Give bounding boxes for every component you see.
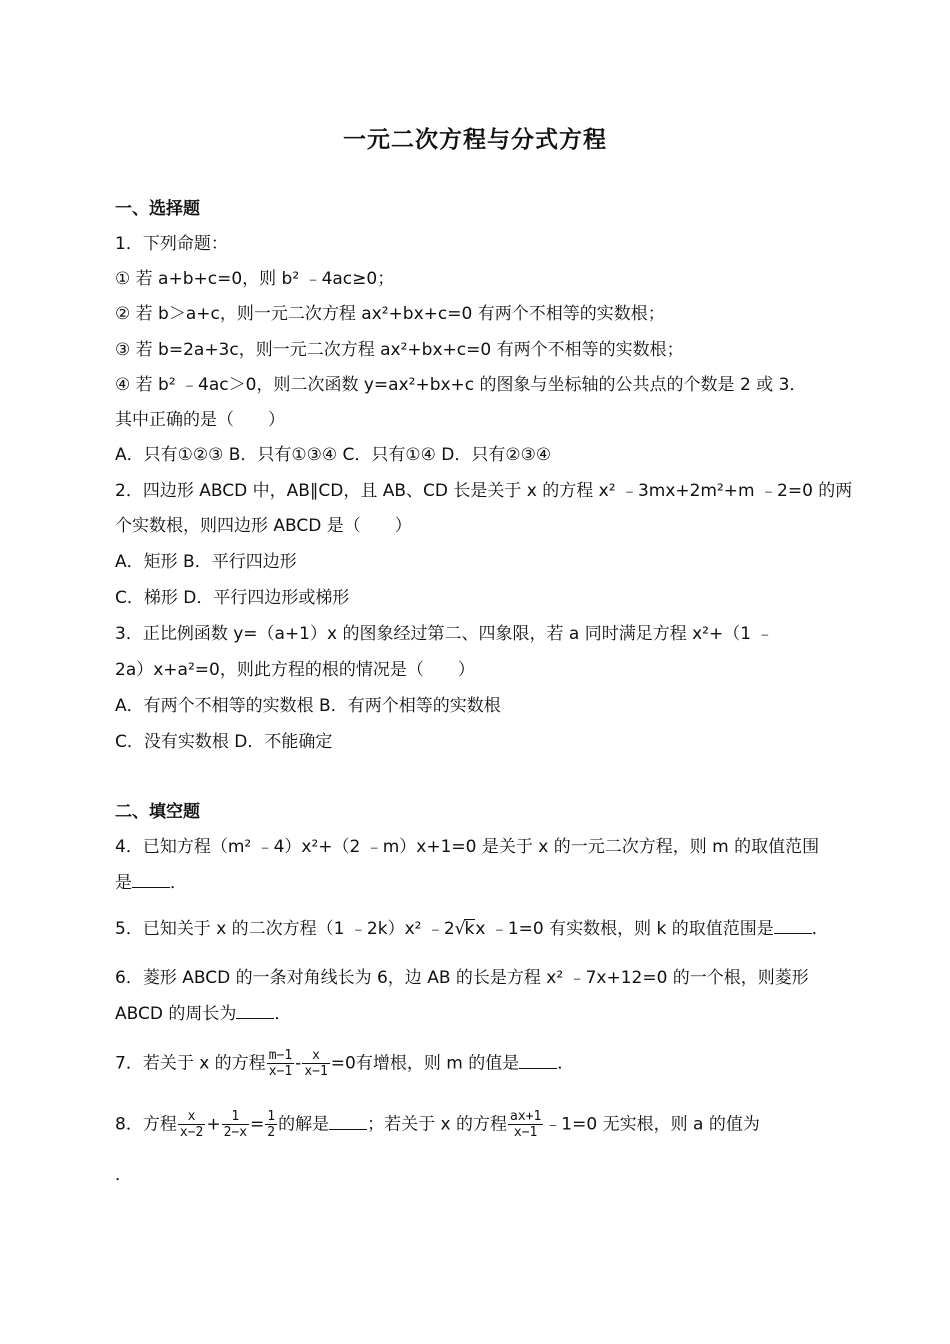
- fraction-denominator: x−1: [268, 1064, 293, 1079]
- answer-blank: [236, 1003, 274, 1019]
- fraction-denominator: x−1: [513, 1125, 538, 1140]
- fraction: [265, 1109, 277, 1140]
- fraction-numerator: x: [178, 1109, 205, 1125]
- q6-line-1: 6．菱形 ABCD 的一条对角线长为 6，边 AB 的长是方程 x² ﹣7x+12=0 的一个根，则菱形: [115, 968, 809, 988]
- q4-line-1: 4．已知方程（m² ﹣4）x²+（2 ﹣m）x+1=0 是关于 x 的一元二次方程，则 m 的取值范围: [115, 837, 820, 857]
- fraction-numerator: m−1: [268, 1048, 293, 1063]
- q7-text-a: 7．若关于 x 的方程: [115, 1053, 266, 1074]
- q8-text-b: 的解是: [278, 1114, 330, 1135]
- q8-text-a: 8．方程: [115, 1114, 177, 1135]
- section-heading-fill: 二、填空题: [115, 802, 200, 822]
- q6-period: ．: [274, 1004, 292, 1024]
- q8-text-c: ；若关于 x 的方程: [367, 1114, 507, 1135]
- q2-line-2: 个实数根，则四边形 ABCD 是（ ）: [115, 516, 412, 536]
- page-title: 一元二次方程与分式方程: [343, 127, 607, 153]
- q7-line: [115, 1048, 840, 1079]
- q2-line-1: 2．四边形 ABCD 中，AB∥CD，且 AB、CD 长是关于 x 的方程 x² ﹣3mx+2m²+m ﹣2=0 的两: [115, 481, 853, 501]
- fraction: [267, 1048, 294, 1079]
- answer-blank: [132, 872, 170, 888]
- q5-period: ．: [811, 919, 829, 939]
- fraction-numerator: ax+1: [510, 1109, 542, 1124]
- q5-line: [115, 917, 840, 941]
- minus-sign: -: [295, 1053, 302, 1074]
- q1-stem: 1．下列命题：: [115, 234, 228, 254]
- q5-text-a: 5．已知关于 x 的二次方程（1 ﹣2k）x² ﹣2: [115, 919, 455, 939]
- q4-line-2: [115, 871, 840, 895]
- q6-text: ABCD 的周长为: [115, 1004, 237, 1024]
- q1-options: A．只有①②③ B．只有①③④ C．只有①④ D．只有②③④: [115, 445, 552, 465]
- q2-options-ab: A．矩形 B．平行四边形: [115, 552, 297, 572]
- q4-period: ．: [170, 873, 187, 893]
- fraction: [222, 1109, 249, 1140]
- q6-line-2: [115, 1002, 840, 1026]
- fraction-denominator: 2: [267, 1125, 276, 1140]
- q1-statement-2: ② 若 b＞a+c，则一元二次方程 ax²+bx+c=0 有两个不相等的实数根；: [115, 304, 665, 324]
- q8-text-d: ﹣1=0 无实根，则 a 的值为: [544, 1114, 760, 1135]
- q1-statement-4: ④ 若 b² ﹣4ac＞0，则二次函数 y=ax²+bx+c 的图象与坐标轴的公共点的个数是 2 或 3．: [115, 375, 807, 395]
- q7-text-b: =0有增根，则 m 的值是: [330, 1053, 520, 1074]
- q8-line: [115, 1109, 840, 1140]
- answer-blank: [774, 918, 812, 934]
- q8-tail: ．: [115, 1165, 132, 1185]
- q2-options-cd: C．梯形 D．平行四边形或梯形: [115, 588, 350, 608]
- q1-statement-3: ③ 若 b=2a+3c，则一元二次方程 ax²+bx+c=0 有两个不相等的实数根；: [115, 340, 684, 360]
- q4-text: 是: [115, 873, 132, 893]
- fraction-numerator: 1: [267, 1109, 276, 1124]
- fraction: [302, 1048, 329, 1079]
- answer-blank: [519, 1053, 557, 1069]
- sqrt-sign: √: [454, 919, 466, 939]
- fraction-numerator: 1: [222, 1109, 249, 1125]
- fraction-numerator: x: [302, 1048, 329, 1064]
- plus-sign: +: [206, 1114, 221, 1135]
- q3-options-cd: C．没有实数根 D．不能确定: [115, 732, 333, 752]
- q3-line-2: 2a）x+a²=0，则此方程的根的情况是（ ）: [115, 660, 475, 680]
- fraction: [178, 1109, 205, 1140]
- q1-ask: 其中正确的是（ ）: [115, 410, 285, 430]
- fraction-denominator: x−2: [179, 1125, 204, 1140]
- fraction-denominator: 2−x: [223, 1125, 248, 1140]
- q1-statement-1: ① 若 a+b+c=0，则 b² ﹣4ac≥0；: [115, 269, 395, 289]
- q5-text-b: x ﹣1=0 有实数根，则 k 的取值范围是: [475, 919, 774, 939]
- answer-blank: [329, 1114, 367, 1130]
- q7-period: ．: [557, 1053, 575, 1074]
- fraction: [508, 1109, 543, 1140]
- sqrt-radicand: k: [464, 919, 475, 939]
- q3-line-1: 3．正比例函数 y=（a+1）x 的图象经过第二、四象限，若 a 同时满足方程 x²+（1 ﹣: [115, 624, 774, 644]
- fraction-denominator: x−1: [304, 1064, 328, 1079]
- section-heading-choice: 一、选择题: [115, 199, 200, 219]
- equals-sign: =: [250, 1114, 265, 1135]
- q3-options-ab: A．有两个不相等的实数根 B．有两个相等的实数根: [115, 696, 501, 716]
